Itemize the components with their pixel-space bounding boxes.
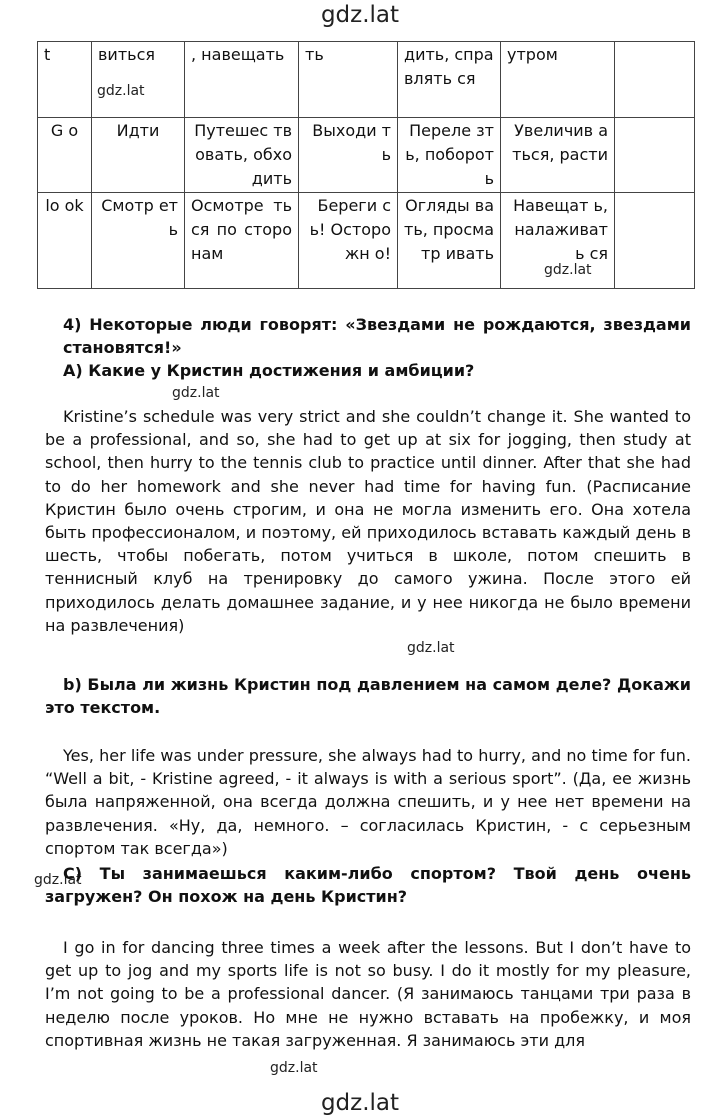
table-cell: Переле зть, побороть xyxy=(398,118,501,193)
table-cell: t xyxy=(38,42,92,118)
table-cell xyxy=(615,42,695,118)
question-a: A) Какие у Кристин достижения и амбиции? xyxy=(63,361,475,380)
section-4-title: 4) Некоторые люди говорят: «Звездами не рождаются, звездами становятся!» xyxy=(63,315,691,357)
table-cell: Смотр еть xyxy=(92,193,185,289)
watermark: gdz.lat xyxy=(97,83,145,99)
table-cell: , навещать xyxy=(185,42,299,118)
watermark: gdz.lat xyxy=(34,872,82,888)
watermark: gdz.lat xyxy=(544,262,592,278)
table-cell: Береги сь! Осторожн о! xyxy=(299,193,398,289)
table-cell: G o xyxy=(38,118,92,193)
table-cell: Идти xyxy=(92,118,185,193)
site-header: gdz.lat xyxy=(320,2,400,28)
table-cell: Увеличив аться, расти xyxy=(501,118,615,193)
table-cell xyxy=(615,193,695,289)
table-cell: ть xyxy=(299,42,398,118)
table-cell xyxy=(615,118,695,193)
table-cell: lo ok xyxy=(38,193,92,289)
table-cell: Огляды вать, просматр ивать xyxy=(398,193,501,289)
question-c: C) Ты занимаешься каким-либо спортом? Твой день очень загружен? Он похож на день Кристин? xyxy=(45,864,691,906)
watermark: gdz.lat xyxy=(407,640,455,656)
question-b: b) Была ли жизнь Кристин под давлением на самом деле? Докажи это текстом. xyxy=(45,675,691,717)
table-row xyxy=(38,42,695,118)
table-row xyxy=(38,193,695,289)
table-cell: утром xyxy=(501,42,615,118)
vocabulary-table xyxy=(37,41,695,289)
watermark: gdz.lat xyxy=(270,1060,318,1076)
table-row xyxy=(38,118,695,193)
answer-b: Yes, her life was under pressure, she always had to hurry, and no time for fun. “Well a bit, - Kristine agreed, - it always is with a serious sport”. (Да, ее жизнь была напряженной, она всегда должна спешить, и у нее нет времени на развлечения. «Ну, да, немного. – согласилась Кристин, - с серьезным спортом так всегда») xyxy=(45,746,691,858)
table-cell: Осмотре ться по сторонам xyxy=(185,193,299,289)
answer-c: I go in for dancing three times a week after the lessons. But I don’t have to get up to jog and my sports life is not so busy. I do it mostly for my pleasure, I’m not going to be a professional dancer. (Я занимаюсь танцами три раза в неделю после уроков. Но мне не нужно вставать на пробежку, и моя спортивная жизнь не такая загруженная. Я занимаюсь эти для xyxy=(45,938,691,1050)
table-cell: виться xyxy=(92,42,185,118)
site-footer: gdz.lat xyxy=(320,1090,400,1116)
watermark: gdz.lat xyxy=(172,385,220,401)
answer-a: Kristine’s schedule was very strict and she couldn’t change it. She wanted to be a professional, and so, she had to get up at six for jogging, then study at school, then hurry to the tennis club to practice until dinner. After that she had to do her homework and she never had time for having fun. (Расписание Кристин было очень строгим, и она не могла изменить его. Она хотела быть профессионалом, и поэтому, ей приходилось вставать каждый день в шесть, чтобы побегать, потом учиться в школе, потом спешить в теннисный клуб на тренировку до самого ужина. После этого ей приходилось делать домашнее задание, и у нее никогда не было времени на развлечения) xyxy=(45,407,691,635)
table-cell: Навещат ь, налаживать ся xyxy=(501,193,615,289)
table-cell: Выходи ть xyxy=(299,118,398,193)
table-cell: Путешес твовать, обходить xyxy=(185,118,299,193)
table-cell: дить, справлять ся xyxy=(398,42,501,118)
